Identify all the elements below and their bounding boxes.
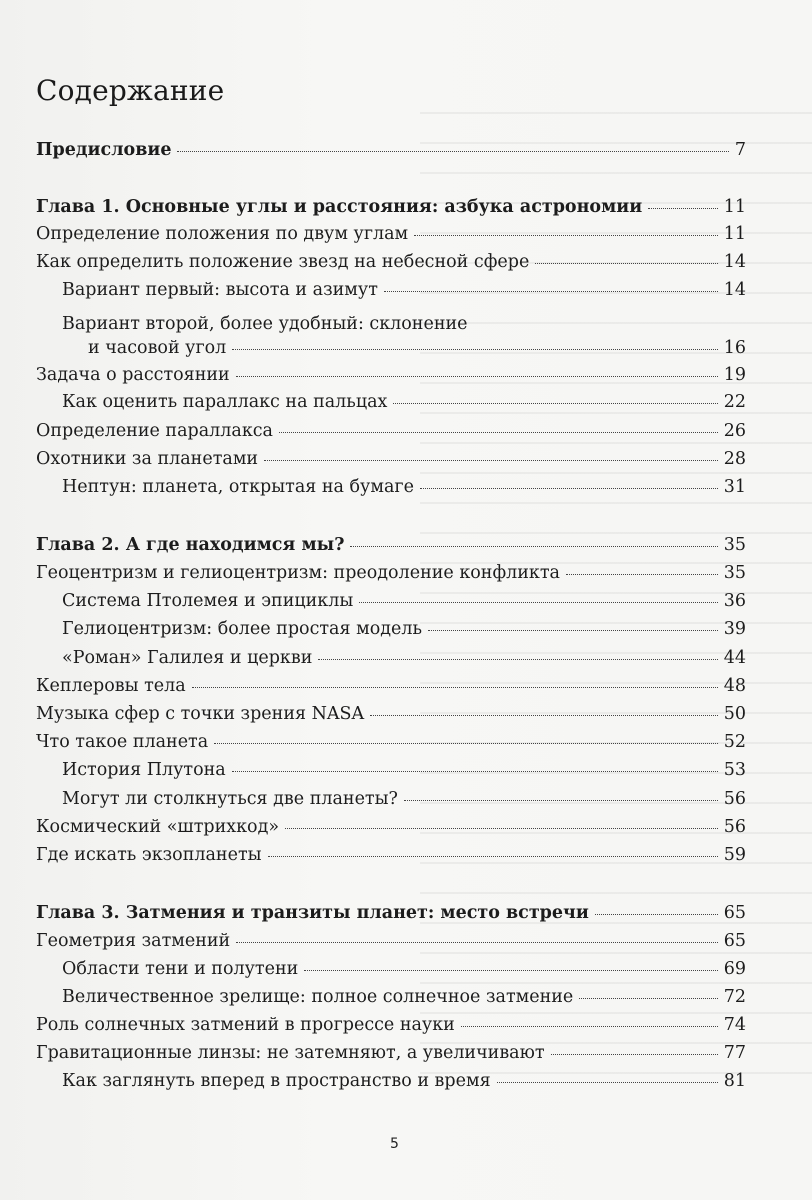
toc-entry-page: 14 [723,280,746,300]
dot-leader [551,1054,718,1055]
toc-entry-label: История Плутона [62,760,226,780]
dot-leader [279,432,718,433]
toc-entry-page: 69 [723,959,746,979]
toc-entry-page: 14 [723,252,746,272]
dot-leader [264,460,718,461]
toc-entry-label: Космический «штрихкод» [36,817,280,837]
toc-entry-label: Нептун: планета, открытая на бумаге [62,477,414,497]
toc-entry[interactable] [36,676,746,700]
toc-entry-page: 56 [723,817,746,837]
toc-entry-page: 35 [723,535,746,555]
toc-entry-label: Что такое планета [36,732,209,752]
toc-entry-label: «Роман» Галилея и церкви [62,648,313,668]
toc-entry-page: 65 [723,931,746,951]
toc-entry-page: 7 [734,140,746,160]
dot-leader [566,574,718,575]
toc-entry[interactable] [36,252,746,276]
toc-entry-page: 59 [723,845,746,865]
toc-entry-page: 77 [723,1043,746,1063]
toc-entry-page: 44 [723,648,746,668]
toc-entry-label: Глава 3. Затмения и транзиты планет: место встречи [36,903,589,923]
toc-entry-page: 28 [723,449,746,469]
dot-leader [384,291,718,292]
dot-leader [648,208,717,209]
dot-leader [214,743,718,744]
toc-entry[interactable] [36,563,746,587]
toc-entry-page: 53 [723,760,746,780]
toc-entry[interactable] [36,449,746,473]
dot-leader [420,488,718,489]
toc-subentry[interactable] [62,477,746,501]
dot-leader [177,151,728,152]
toc-subentry[interactable] [62,959,746,983]
toc-entry-page: 35 [723,563,746,583]
toc-entry-page: 16 [723,338,746,358]
toc-entry-label: Глава 1. Основные углы и расстояния: азбука астрономии [36,197,643,217]
toc-entry-label: Области тени и полутени [62,959,299,979]
toc-entry-page: 19 [723,365,746,385]
toc-entry-page: 48 [723,676,746,696]
dot-leader [192,687,718,688]
dot-leader [497,1082,718,1083]
toc-entry-label: Как определить положение звезд на небесной сфере [36,252,530,272]
toc-entry[interactable] [36,224,746,248]
dot-leader [393,403,717,404]
toc-entry-label: Геоцентризм и гелиоцентризм: преодоление конфликта [36,563,560,583]
toc-subentry[interactable] [62,760,746,784]
toc-entry-page: 39 [723,619,746,639]
toc-entry-page: 52 [723,732,746,752]
toc-entry[interactable] [36,817,746,841]
toc-subentry[interactable] [62,648,746,672]
toc-entry-label: Музыка сфер с точки зрения NASA [36,704,365,724]
toc-entry-label: Величественное зрелище: полное солнечное затмение [62,987,574,1007]
dot-leader [236,942,718,943]
toc-entry-label: Как оценить параллакс на пальцах [62,392,388,412]
toc-entry-page: 11 [723,224,746,244]
dot-leader [268,856,718,857]
toc-entry-label: Вариант первый: высота и азимут [62,280,378,300]
toc-entry-label: Глава 2. А где находимся мы? [36,535,345,555]
toc-entry[interactable] [36,845,746,869]
toc-entry-label: и часовой угол [88,338,227,358]
toc-entry[interactable] [36,1043,746,1067]
page-title: Содержание [36,74,225,107]
toc-subentry[interactable] [62,1071,746,1095]
dot-leader [232,349,717,350]
toc-entry-label: Роль солнечных затмений в прогрессе науки [36,1015,455,1035]
toc-entry[interactable] [36,1015,746,1039]
toc-subentry[interactable] [62,789,746,813]
toc-entry-label-line-1[interactable]: Вариант второй, более удобный: склонение [62,314,468,334]
toc-entry[interactable] [36,931,746,955]
dot-leader [370,715,718,716]
toc-entry[interactable] [36,704,746,728]
toc-entry[interactable] [36,365,746,389]
dot-leader [350,546,717,547]
toc-entry-page: 81 [723,1071,746,1091]
dot-leader [461,1026,718,1027]
toc-entry-label: Геометрия затмений [36,931,231,951]
toc-entry-label: Гравитационные линзы: не затемняют, а увеличивают [36,1043,545,1063]
dot-leader [318,659,717,660]
toc-entry-page: 56 [723,789,746,809]
dot-leader [359,602,717,603]
toc-entry-label: Определение параллакса [36,421,273,441]
toc-entry-page: 50 [723,704,746,724]
toc-entry-page: 72 [723,987,746,1007]
toc-subentry[interactable] [62,280,746,304]
toc-subentry[interactable] [62,619,746,643]
toc-entry-label: Кеплеровы тела [36,676,186,696]
toc-entry-label: Где искать экзопланеты [36,845,262,865]
toc-subentry[interactable] [62,392,746,416]
toc-entry-chapter-2[interactable] [36,535,746,559]
toc-entry-label: Гелиоцентризм: более простая модель [62,619,423,639]
toc-entry-label: Определение положения по двум углам [36,224,409,244]
toc-entry-label: Как заглянуть вперед в пространство и время [62,1071,491,1091]
toc-entry[interactable] [36,421,746,445]
toc-entry-preface[interactable] [36,140,746,164]
toc-entry-chapter-1[interactable] [36,197,746,221]
toc-entry-page: 22 [723,392,746,412]
dot-leader [595,914,718,915]
toc-entry-page: 31 [723,477,746,497]
toc-entry-label: Предисловие [36,140,172,160]
dot-leader [304,970,717,971]
toc-entry-page: 74 [723,1015,746,1035]
dot-leader [404,800,718,801]
dot-leader [428,630,718,631]
toc-entry-label: Задача о расстоянии [36,365,230,385]
dot-leader [535,263,717,264]
toc-entry-page: 11 [723,197,746,217]
toc-entry-chapter-3[interactable] [36,903,746,927]
toc-entry-page: 36 [723,591,746,611]
toc-entry-label: Могут ли столкнуться две планеты? [62,789,398,809]
toc-entry-page: 65 [723,903,746,923]
page-number: 5 [390,1136,399,1152]
dot-leader [579,998,717,999]
toc-entry-page: 26 [723,421,746,441]
dot-leader [236,376,718,377]
dot-leader [232,771,718,772]
toc-subentry[interactable] [62,591,746,615]
dot-leader [414,235,718,236]
toc-entry[interactable] [36,732,746,756]
dot-leader [285,828,718,829]
toc-subentry[interactable] [62,987,746,1011]
toc-subentry[interactable] [88,338,746,362]
toc-entry-label: Система Птолемея и эпициклы [62,591,354,611]
toc-entry-label: Охотники за планетами [36,449,259,469]
